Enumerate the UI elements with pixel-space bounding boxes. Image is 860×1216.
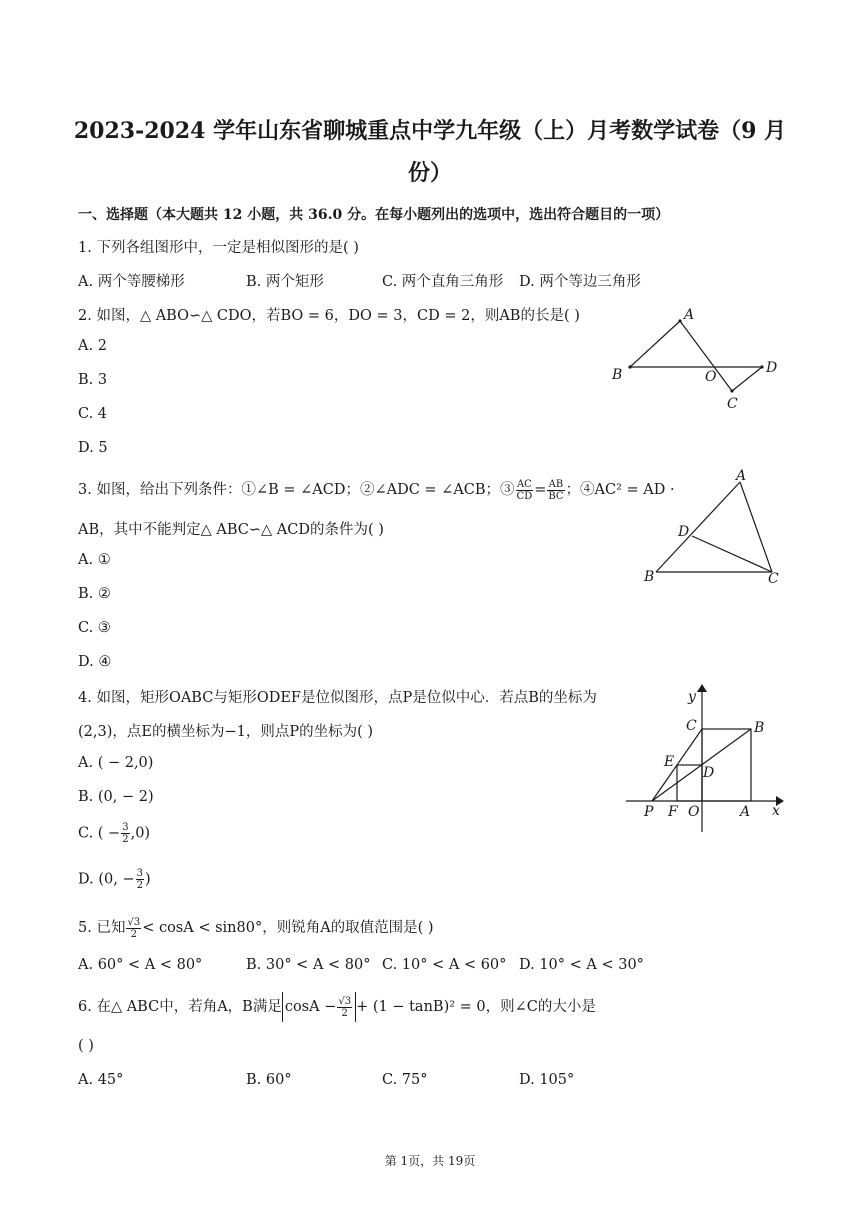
segment-ac: [740, 482, 772, 572]
equals: =: [534, 482, 547, 498]
question-4-option-a: A. ( − 2,0): [78, 755, 154, 771]
question-6-option-a: A. 45°: [78, 1072, 124, 1088]
segment-ba: [630, 321, 680, 367]
question-6-stem: 6. 在△ ABC中，若角A，B满足 cosA − $\frac{√3}{2}$ + (1 − tanB)² = 0，则∠C的大小是: [78, 992, 596, 1022]
question-3-stem: [78, 478, 675, 502]
page-title-continued: 份）: [407, 160, 452, 186]
question-3-option-b: B. ②: [78, 586, 111, 602]
fraction-ac-cd: $\frac{AC}{CD}$: [516, 478, 533, 502]
label-c: C: [686, 718, 697, 734]
rectangle-odef: [677, 765, 702, 801]
page-footer: 第 1页，共 19页: [384, 1154, 476, 1168]
fraction-ab-bc: $\frac{AB}{BC}$: [548, 478, 564, 502]
question-3-option-a: A. ①: [78, 552, 111, 568]
question-1-stem: 1. 下列各组图形中，一定是相似图形的是( ): [78, 240, 359, 256]
segment-cd: [732, 367, 762, 391]
question-4-option-c: C. ( − $\frac{3}{2}$ ,0): [78, 822, 151, 845]
question-1-option-b: B. 两个矩形: [246, 274, 324, 290]
label-y: y: [688, 689, 696, 705]
segment-ab: [656, 482, 740, 572]
segment-dc: [692, 536, 772, 572]
label-c: C: [727, 396, 738, 412]
question-5-stem: 5. 已知 $\frac{√3}{2}$ < cosA < sin80°，则锐角A的取值范围是( ): [78, 916, 434, 940]
question-2-option-c: C. 4: [78, 406, 108, 422]
question-1-option-d: D. 两个等边三角形: [519, 274, 641, 290]
question-3-figure: [638, 466, 788, 590]
label-b: B: [612, 367, 623, 383]
question-5-option-a: A. 60° < A < 80°: [78, 957, 203, 973]
question-3-stem-continued: AB，其中不能判定△ ABC∽△ ACD的条件为( ): [78, 522, 384, 538]
question-5-option-c: C. 10° < A < 60°: [382, 957, 507, 973]
question-6-option-d: D. 105°: [519, 1072, 575, 1088]
question-4-option-d: D. (0, − $\frac{3}{2}$ ): [78, 868, 151, 891]
question-4-figure: [618, 684, 788, 834]
question-3-stem-part1: 3. 如图，给出下列条件：①∠B = ∠ACD；②∠ADC = ∠ACB；③: [78, 482, 515, 498]
label-d: D: [766, 360, 778, 376]
label-d: D: [678, 524, 690, 540]
question-4-stem-continued: (2,3)，点E的横坐标为−1，则点P的坐标为( ): [78, 724, 374, 740]
question-3-option-d: D. ④: [78, 654, 112, 670]
question-3-option-c: C. ③: [78, 620, 111, 636]
label-c: C: [768, 571, 779, 587]
fraction-three-halves: $\frac{3}{2}$: [122, 822, 129, 845]
question-2-stem: 2. 如图，△ ABO∽△ CDO，若BO = 6，DO = 3，CD = 2，则AB的长是( ): [78, 308, 580, 324]
fraction-three-halves: $\frac{3}{2}$: [136, 868, 143, 891]
absolute-value: cosA − $\frac{√3}{2}$: [282, 992, 356, 1022]
fraction-sqrt3-over-2: $\frac{√3}{2}$: [338, 995, 352, 1019]
label-a: A: [736, 468, 747, 484]
label-d: D: [703, 765, 715, 781]
question-2-option-d: D. 5: [78, 440, 108, 456]
question-6-paren: ( ): [78, 1038, 94, 1054]
section-header: 一、选择题（本大题共 12 小题，共 36.0 分。在每小题列出的选项中，选出符合题目的一项）: [78, 207, 670, 223]
label-b: B: [644, 569, 655, 585]
label-p: P: [644, 804, 654, 820]
question-5-option-d: D. 10° < A < 30°: [519, 957, 644, 973]
question-1-option-c: C. 两个直角三角形: [382, 274, 504, 290]
label-e: E: [664, 754, 675, 770]
fraction-sqrt3-over-2: $\frac{√3}{2}$: [127, 916, 141, 940]
question-5-option-b: B. 30° < A < 80°: [246, 957, 371, 973]
question-4-option-b: B. (0, − 2): [78, 789, 154, 805]
label-o: O: [688, 804, 700, 820]
question-1-option-a: A. 两个等腰梯形: [78, 274, 185, 290]
page-title: 2023-2024 学年山东省聊城重点中学九年级（上）月考数学试卷（9 月: [73, 118, 787, 144]
question-3-stem-part2: ；④AC² = AD ·: [565, 482, 675, 498]
label-x: x: [772, 803, 780, 819]
question-6-option-b: B. 60°: [246, 1072, 292, 1088]
label-f: F: [668, 804, 678, 820]
label-a: A: [684, 307, 695, 323]
question-2-option-a: A. 2: [78, 338, 107, 354]
label-b: B: [754, 720, 765, 736]
label-a: A: [740, 804, 751, 820]
question-4-stem: 4. 如图，矩形OABC与矩形ODEF是位似图形，点P是位似中心．若点B的坐标为: [78, 690, 597, 706]
question-2-figure: [600, 300, 790, 415]
label-o: O: [705, 369, 717, 385]
question-2-option-b: B. 3: [78, 372, 108, 388]
question-6-option-c: C. 75°: [382, 1072, 428, 1088]
